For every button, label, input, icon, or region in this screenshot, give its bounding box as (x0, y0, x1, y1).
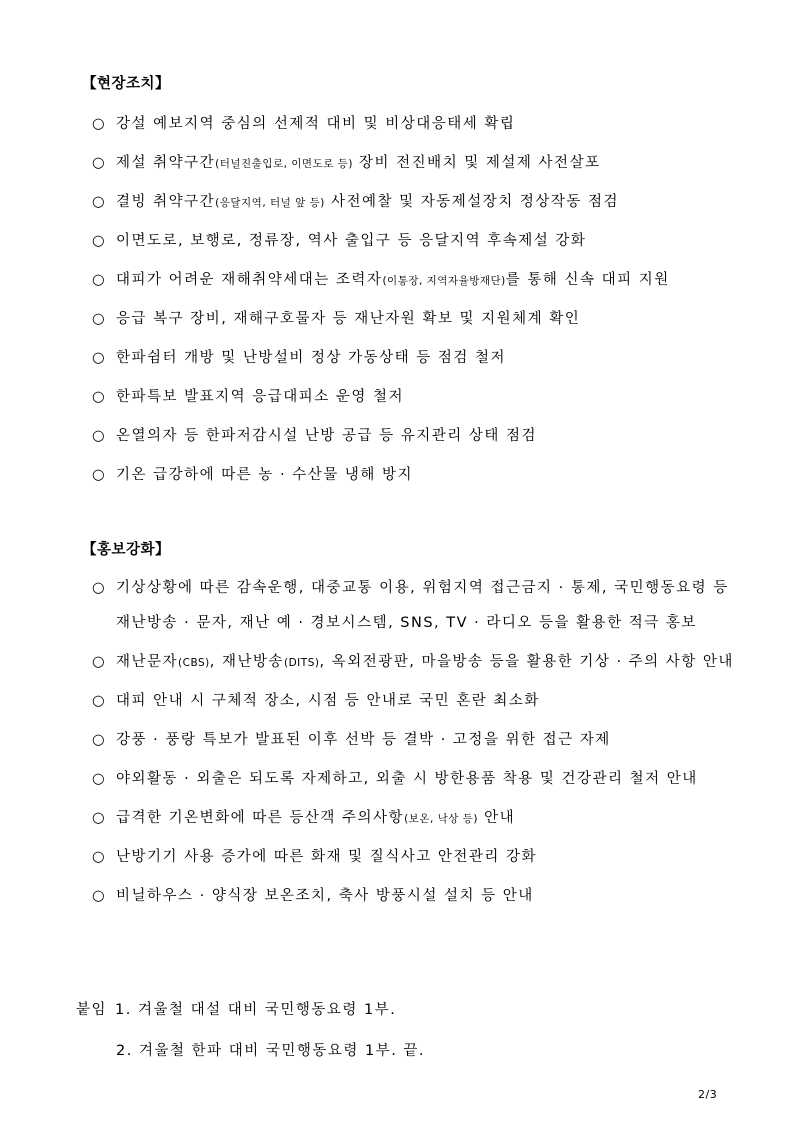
circle-bullet-icon: ○ (92, 771, 107, 787)
section-heading-field-measures: 【현장조치】 (82, 76, 171, 92)
list-item: ○ 기온 급강하에 따른 농 · 수산물 냉해 방지 (92, 467, 413, 483)
attachment-label: 붙임 (76, 1002, 108, 1018)
list-item: ○ 급격한 기온변화에 따른 등산객 주의사항(보온, 낙상 등) 안내 (92, 810, 516, 826)
circle-bullet-icon: ○ (92, 311, 107, 327)
list-item: ○ 난방기기 사용 증가에 따른 화재 및 질식사고 안전관리 강화 (92, 849, 538, 865)
circle-bullet-icon: ○ (92, 810, 107, 826)
list-item: ○ 비닐하우스 · 양식장 보온조치, 축사 방풍시설 설치 등 안내 (92, 888, 534, 904)
circle-bullet-icon: ○ (92, 732, 107, 748)
circle-bullet-icon: ○ (92, 693, 107, 709)
circle-bullet-icon: ○ (92, 272, 107, 288)
circle-bullet-icon: ○ (92, 194, 107, 210)
circle-bullet-icon: ○ (92, 350, 107, 366)
circle-bullet-icon: ○ (92, 155, 107, 171)
list-item: ○ 응급 복구 장비, 재해구호물자 등 재난자원 확보 및 지원체계 확인 (92, 311, 581, 327)
circle-bullet-icon: ○ (92, 116, 107, 132)
list-item: ○ 기상상황에 따른 감속운행, 대중교통 이용, 위험지역 접근금지 · 통제, 국민행동요령 등 (92, 580, 729, 596)
attachment-item: 붙임 1. 겨울철 대설 대비 국민행동요령 1부. (76, 1002, 397, 1018)
list-item: ○ 제설 취약구간(터널진출입로, 이면도로 등) 장비 전진배치 및 제설제 사전살포 (92, 155, 601, 171)
circle-bullet-icon: ○ (92, 580, 107, 596)
list-item: ○ 이면도로, 보행로, 정류장, 역사 출입구 등 응달지역 후속제설 강화 (92, 233, 587, 249)
list-item: ○ 결빙 취약구간(응달지역, 터널 앞 등) 사전예찰 및 자동제설장치 정상작동 점검 (92, 194, 620, 210)
circle-bullet-icon: ○ (92, 233, 107, 249)
circle-bullet-icon: ○ (92, 467, 107, 483)
list-item: ○ 한파특보 발표지역 응급대피소 운영 철저 (92, 389, 405, 405)
list-item: ○ 한파쉼터 개방 및 난방설비 정상 가동상태 등 점검 철저 (92, 350, 507, 366)
attachment-item: 2. 겨울철 한파 대비 국민행동요령 1부. 끝. (116, 1043, 426, 1059)
circle-bullet-icon: ○ (92, 654, 107, 670)
list-item: ○ 강설 예보지역 중심의 선제적 대비 및 비상대응태세 확립 (92, 116, 516, 132)
list-item-continuation: 재난방송 · 문자, 재난 예 · 경보시스템, SNS, TV · 라디오 등을 활용한 적극 홍보 (116, 615, 697, 631)
circle-bullet-icon: ○ (92, 428, 107, 444)
circle-bullet-icon: ○ (92, 849, 107, 865)
list-item: ○ 재난문자(CBS), 재난방송(DITS), 옥외전광판, 마을방송 등을 활용한 기상 · 주의 사항 안내 (92, 654, 734, 670)
section-heading-public-relations: 【홍보강화】 (82, 542, 171, 558)
circle-bullet-icon: ○ (92, 389, 107, 405)
list-item: ○ 대피 안내 시 구체적 장소, 시점 등 안내로 국민 혼란 최소화 (92, 693, 540, 709)
list-item: ○ 강풍 · 풍랑 특보가 발표된 이후 선박 등 결박 · 고정을 위한 접근 자제 (92, 732, 611, 748)
list-item: ○ 온열의자 등 한파저감시설 난방 공급 등 유지관리 상태 점검 (92, 428, 538, 444)
list-item: ○ 대피가 어려운 재해취약세대는 조력자(이통장, 지역자율방재단)를 통해 신속 대피 지원 (92, 272, 670, 288)
page-number: 2/3 (698, 1088, 718, 1101)
list-item: ○ 야외활동 · 외출은 되도록 자제하고, 외출 시 방한용품 착용 및 건강관리 철저 안내 (92, 771, 698, 787)
circle-bullet-icon: ○ (92, 888, 107, 904)
